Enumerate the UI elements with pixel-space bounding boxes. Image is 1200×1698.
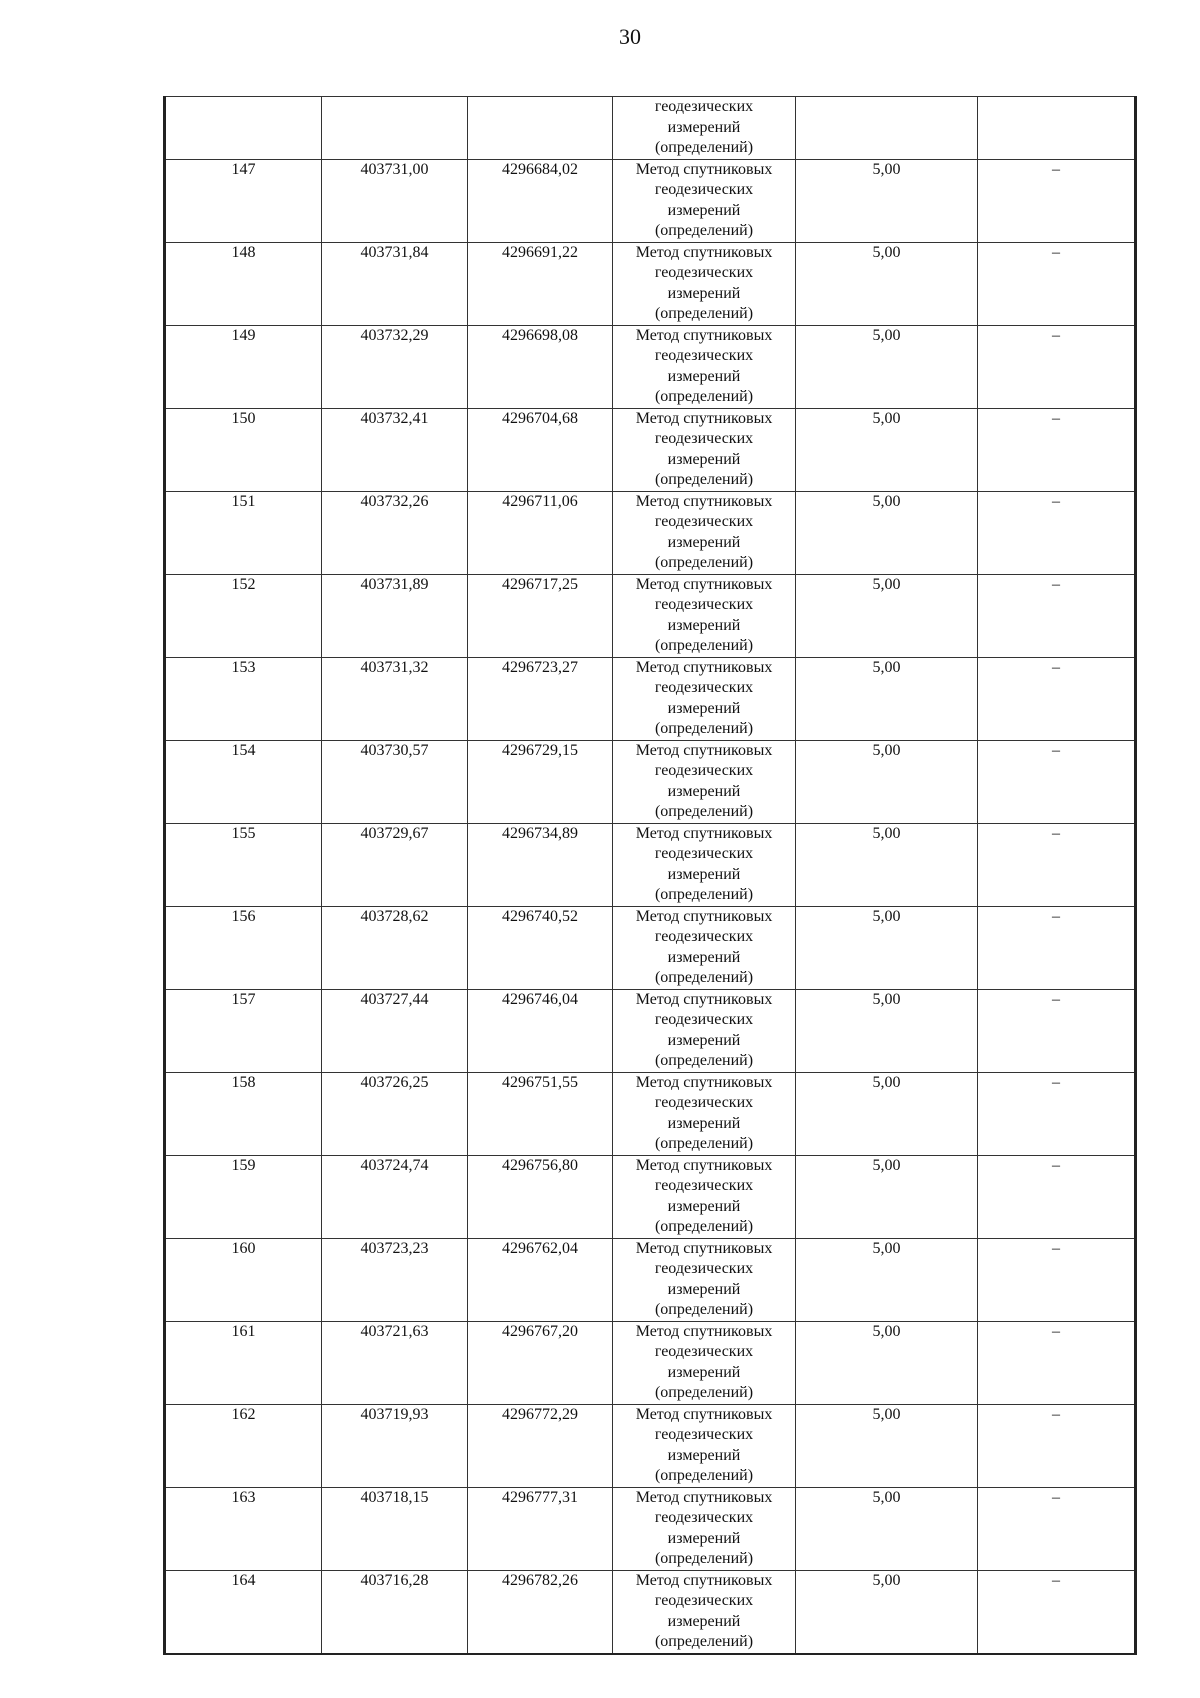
cell-x: 403723,23	[322, 1238, 468, 1321]
cell-y: 4296734,89	[468, 823, 613, 906]
cell-note: –	[978, 657, 1136, 740]
cell-x: 403718,15	[322, 1487, 468, 1570]
table-row-continued	[165, 97, 1136, 160]
cell-x: 403732,26	[322, 491, 468, 574]
table-row	[165, 989, 1136, 1072]
cell-note: –	[978, 574, 1136, 657]
cell-note: –	[978, 989, 1136, 1072]
cell-note: –	[978, 408, 1136, 491]
cell-point: 155	[165, 823, 322, 906]
cell-note: –	[978, 1238, 1136, 1321]
cell-note	[978, 97, 1136, 160]
cell-point: 156	[165, 906, 322, 989]
table-row	[165, 657, 1136, 740]
table-row	[165, 325, 1136, 408]
cell-x: 403716,28	[322, 1570, 468, 1654]
table-row	[165, 740, 1136, 823]
cell-accuracy: 5,00	[796, 1238, 978, 1321]
table-row	[165, 491, 1136, 574]
cell-accuracy: 5,00	[796, 325, 978, 408]
cell-point: 161	[165, 1321, 322, 1404]
cell-accuracy: 5,00	[796, 740, 978, 823]
table-row	[165, 159, 1136, 242]
cell-point: 150	[165, 408, 322, 491]
cell-accuracy: 5,00	[796, 823, 978, 906]
cell-accuracy: 5,00	[796, 491, 978, 574]
cell-x: 403721,63	[322, 1321, 468, 1404]
cell-method: Метод спутниковых геодезических измерений (определений)	[613, 325, 796, 408]
cell-note: –	[978, 1321, 1136, 1404]
cell-y: 4296723,27	[468, 657, 613, 740]
cell-accuracy: 5,00	[796, 242, 978, 325]
cell-x: 403727,44	[322, 989, 468, 1072]
cell-y: 4296751,55	[468, 1072, 613, 1155]
cell-point: 149	[165, 325, 322, 408]
cell-accuracy: 5,00	[796, 1570, 978, 1654]
cell-point: 159	[165, 1155, 322, 1238]
cell-note: –	[978, 325, 1136, 408]
cell-method: Метод спутниковых геодезических измерений (определений)	[613, 1487, 796, 1570]
table-row	[165, 1072, 1136, 1155]
page-number: 30	[619, 24, 641, 49]
cell-y	[468, 97, 613, 160]
table-row	[165, 823, 1136, 906]
cell-note: –	[978, 159, 1136, 242]
cell-point: 162	[165, 1404, 322, 1487]
cell-y: 4296704,68	[468, 408, 613, 491]
cell-x: 403729,67	[322, 823, 468, 906]
table-row	[165, 1238, 1136, 1321]
cell-method: геодезических измерений (определений)	[613, 97, 796, 160]
cell-accuracy: 5,00	[796, 1155, 978, 1238]
table-row	[165, 242, 1136, 325]
table-row	[165, 1321, 1136, 1404]
cell-accuracy: 5,00	[796, 989, 978, 1072]
cell-note: –	[978, 491, 1136, 574]
cell-x: 403719,93	[322, 1404, 468, 1487]
cell-x: 403730,57	[322, 740, 468, 823]
cell-note: –	[978, 1570, 1136, 1654]
table-body	[165, 97, 1136, 1654]
cell-accuracy: 5,00	[796, 1321, 978, 1404]
cell-accuracy: 5,00	[796, 1487, 978, 1570]
cell-y: 4296777,31	[468, 1487, 613, 1570]
cell-method: Метод спутниковых геодезических измерений (определений)	[613, 657, 796, 740]
cell-method: Метод спутниковых геодезических измерений (определений)	[613, 906, 796, 989]
cell-y: 4296711,06	[468, 491, 613, 574]
cell-accuracy: 5,00	[796, 159, 978, 242]
cell-accuracy	[796, 97, 978, 160]
cell-note: –	[978, 1404, 1136, 1487]
cell-x: 403731,89	[322, 574, 468, 657]
cell-x: 403726,25	[322, 1072, 468, 1155]
cell-method: Метод спутниковых геодезических измерений (определений)	[613, 1155, 796, 1238]
cell-point: 158	[165, 1072, 322, 1155]
table-row	[165, 408, 1136, 491]
cell-x: 403732,29	[322, 325, 468, 408]
cell-point: 153	[165, 657, 322, 740]
cell-method: Метод спутниковых геодезических измерений (определений)	[613, 989, 796, 1072]
cell-point: 154	[165, 740, 322, 823]
cell-method: Метод спутниковых геодезических измерений (определений)	[613, 408, 796, 491]
cell-y: 4296684,02	[468, 159, 613, 242]
cell-method: Метод спутниковых геодезических измерений (определений)	[613, 1404, 796, 1487]
cell-note: –	[978, 740, 1136, 823]
cell-y: 4296772,29	[468, 1404, 613, 1487]
cell-x: 403731,32	[322, 657, 468, 740]
cell-y: 4296698,08	[468, 325, 613, 408]
cell-method: Метод спутниковых геодезических измерений (определений)	[613, 242, 796, 325]
cell-accuracy: 5,00	[796, 408, 978, 491]
table-row	[165, 906, 1136, 989]
cell-point: 148	[165, 242, 322, 325]
cell-y: 4296691,22	[468, 242, 613, 325]
cell-point	[165, 97, 322, 160]
cell-point: 147	[165, 159, 322, 242]
cell-y: 4296717,25	[468, 574, 613, 657]
table-row	[165, 1155, 1136, 1238]
cell-point: 164	[165, 1570, 322, 1654]
cell-x: 403732,41	[322, 408, 468, 491]
cell-note: –	[978, 1072, 1136, 1155]
cell-x: 403728,62	[322, 906, 468, 989]
cell-method: Метод спутниковых геодезических измерений (определений)	[613, 491, 796, 574]
cell-x: 403724,74	[322, 1155, 468, 1238]
table-row	[165, 1487, 1136, 1570]
cell-y: 4296767,20	[468, 1321, 613, 1404]
cell-accuracy: 5,00	[796, 574, 978, 657]
cell-accuracy: 5,00	[796, 906, 978, 989]
coordinates-table	[163, 96, 1137, 1655]
cell-point: 152	[165, 574, 322, 657]
cell-method: Метод спутниковых геодезических измерений (определений)	[613, 740, 796, 823]
table-row	[165, 574, 1136, 657]
cell-x: 403731,84	[322, 242, 468, 325]
cell-note: –	[978, 823, 1136, 906]
cell-accuracy: 5,00	[796, 1404, 978, 1487]
cell-accuracy: 5,00	[796, 657, 978, 740]
cell-method: Метод спутниковых геодезических измерений (определений)	[613, 574, 796, 657]
cell-accuracy: 5,00	[796, 1072, 978, 1155]
cell-method: Метод спутниковых геодезических измерений (определений)	[613, 159, 796, 242]
cell-method: Метод спутниковых геодезических измерений (определений)	[613, 823, 796, 906]
cell-y: 4296756,80	[468, 1155, 613, 1238]
cell-point: 151	[165, 491, 322, 574]
cell-y: 4296782,26	[468, 1570, 613, 1654]
cell-y: 4296746,04	[468, 989, 613, 1072]
cell-point: 163	[165, 1487, 322, 1570]
cell-method: Метод спутниковых геодезических измерений (определений)	[613, 1570, 796, 1654]
table-row	[165, 1570, 1136, 1654]
cell-x	[322, 97, 468, 160]
cell-method: Метод спутниковых геодезических измерений (определений)	[613, 1321, 796, 1404]
cell-method: Метод спутниковых геодезических измерений (определений)	[613, 1072, 796, 1155]
cell-point: 157	[165, 989, 322, 1072]
cell-note: –	[978, 1487, 1136, 1570]
cell-note: –	[978, 242, 1136, 325]
cell-method: Метод спутниковых геодезических измерений (определений)	[613, 1238, 796, 1321]
cell-y: 4296762,04	[468, 1238, 613, 1321]
table-row	[165, 1404, 1136, 1487]
cell-note: –	[978, 906, 1136, 989]
cell-y: 4296729,15	[468, 740, 613, 823]
cell-note: –	[978, 1155, 1136, 1238]
cell-point: 160	[165, 1238, 322, 1321]
cell-y: 4296740,52	[468, 906, 613, 989]
cell-x: 403731,00	[322, 159, 468, 242]
